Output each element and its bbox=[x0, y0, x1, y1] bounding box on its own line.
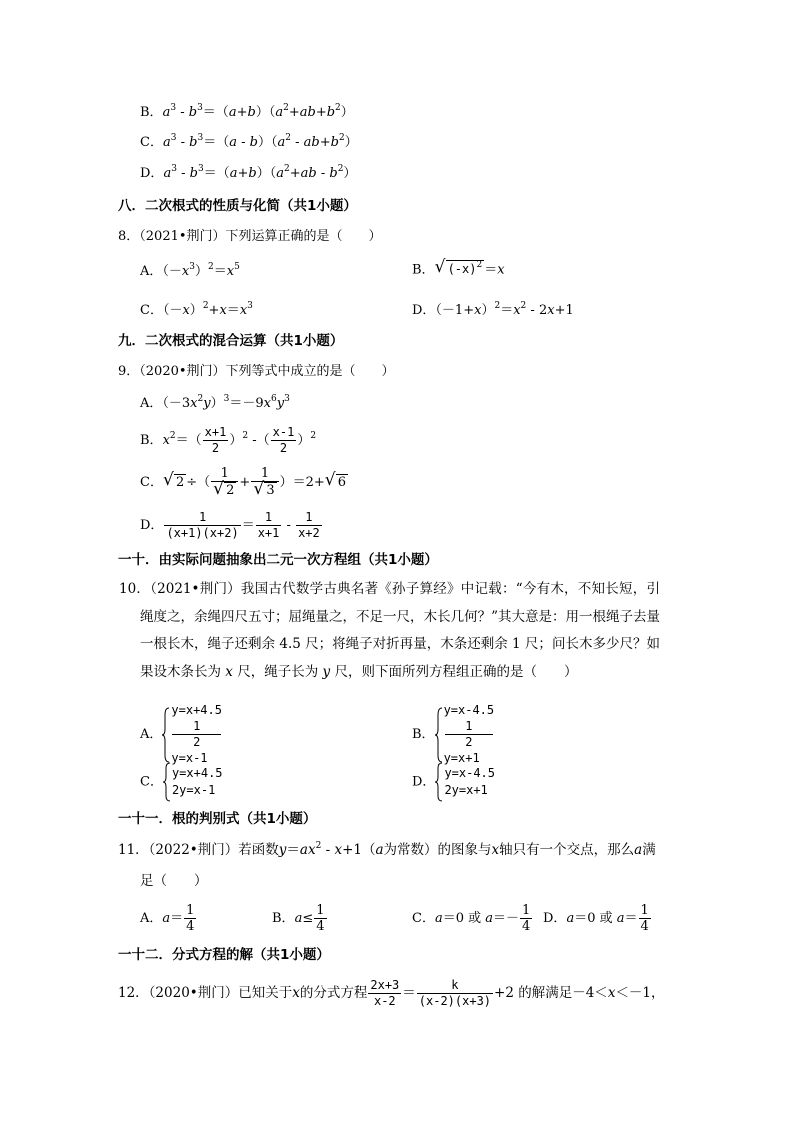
q7-option-c[interactable]: C．$a^3 - b^3=(a - b)(a^2 - ab+b^2)$ bbox=[140, 133, 358, 150]
section-heading-8: 八．二次根式的性质与化简（共1小题） bbox=[118, 198, 357, 214]
section-heading-10: 一十．由实际问题抽象出二元一次方程组（共1小题） bbox=[118, 552, 438, 568]
q10-option-a[interactable]: A． y=x+4.5 1 2 y=x-1 bbox=[140, 703, 222, 765]
brace-icon bbox=[435, 762, 443, 802]
q7-option-d[interactable]: D．$a^3 - b^3=(a+b)(a^2+ab - b^2)$ bbox=[140, 164, 357, 181]
brace-icon bbox=[162, 707, 170, 763]
q9-stem: 9．（2020•荆门）下列等式中成立的是（ ） bbox=[118, 364, 395, 379]
q8-option-c[interactable]: C．$(-x)^2+x=x^3$ bbox=[140, 301, 253, 318]
q11-stem: 11．（2022•荆门）若函数$y=ax^2 - x+1(a$为常数）的图象与x轴只有一个交点，那么a满 bbox=[118, 841, 656, 858]
q8-stem: 8．（2021•荆门）下列运算正确的是（ ） bbox=[118, 229, 382, 244]
q10-option-c[interactable]: C． y=x+4.5 2y=x-1 bbox=[140, 762, 223, 802]
brace-icon bbox=[163, 762, 171, 802]
q9-option-d[interactable]: D． $\frac{1}{(x+1)(x+2)}$ ＝ $\frac{1}{x+1}$ - $\frac{1}{x+2}$ bbox=[140, 510, 320, 540]
section-heading-11: 一十一．根的判别式（共1小题） bbox=[118, 811, 317, 827]
q11-option-a[interactable]: A．a＝ $\frac{1}{4}$ bbox=[140, 903, 195, 934]
q7-option-b[interactable]: B．$a^3 - b^3=(a+b)(a^2+ab+b^2)$ bbox=[140, 103, 354, 120]
q11-option-c[interactable]: C．a＝0 或 a＝－ $\frac{1}{4}$ bbox=[412, 903, 531, 934]
q12-stem: 12．（2020•荆门）已知关于x的分式方程 $\frac{2x+3}{x-2}$ ＝ $\frac{k}{(x-2)(x+3)}$ +2 的解满足－4＜x＜－1， bbox=[118, 978, 665, 1008]
section-heading-9: 九．二次根式的混合运算（共1小题） bbox=[118, 333, 344, 349]
q9-option-c[interactable]: C． √ 2 ÷（ 1 √ 2 + 1 √ 3 ）＝2+ √ 6 bbox=[140, 466, 347, 499]
q10-option-b[interactable]: B． y=x-4.5 1 2 y=x+1 bbox=[412, 703, 495, 765]
sqrt-symbol-icon: √ $(-x)^2$ bbox=[434, 257, 483, 277]
brace-icon bbox=[435, 707, 443, 763]
q9-option-b[interactable]: B．$x^2=$（ $\frac{x+1}{2}$ ）$^2$ -（ $\frac{x-1}{2}$ ）$^2$ bbox=[140, 425, 317, 455]
q11-option-b[interactable]: B．a≤ $\frac{1}{4}$ bbox=[272, 903, 325, 934]
section-heading-12: 一十二．分式方程的解（共1小题） bbox=[118, 947, 330, 963]
q8-option-d[interactable]: D．$(-1+x)^2=x^2 - 2x+1$ bbox=[412, 301, 574, 318]
q8-option-b[interactable]: B． √ $(-x)^2 =x$ bbox=[412, 260, 505, 281]
q10-stem: 10．（2021•荆门）我国古代数学古典名著《孙子算经》中记载：“今有木，不知长短，引绳度之，余绳四尺五寸；屈绳量之，不足一尺，木长几何？”其大意是：用一根绳子去量一根长木，绳子还剩余 4.5 尺；将绳子对折再量，木条还剩余 1 尺；问长木多少尺？如果设木条长为 x 尺，绳子长为 y 尺，则下面所列方程组正确的是（ ） bbox=[119, 581, 661, 680]
q10-option-d[interactable]: D． y=x-4.5 2y=x+1 bbox=[412, 762, 495, 802]
q11-option-d[interactable]: D．a＝0 或 a＝ $\frac{1}{4}$ bbox=[543, 903, 649, 934]
q11-stem-line2: 足（ ） bbox=[140, 873, 208, 889]
q9-option-a[interactable]: A．$(-3x^2y)^3=-9x^6y^3$ bbox=[140, 394, 290, 411]
q8-option-a[interactable]: A．$(-x^3)^2=x^5$ bbox=[140, 262, 240, 279]
